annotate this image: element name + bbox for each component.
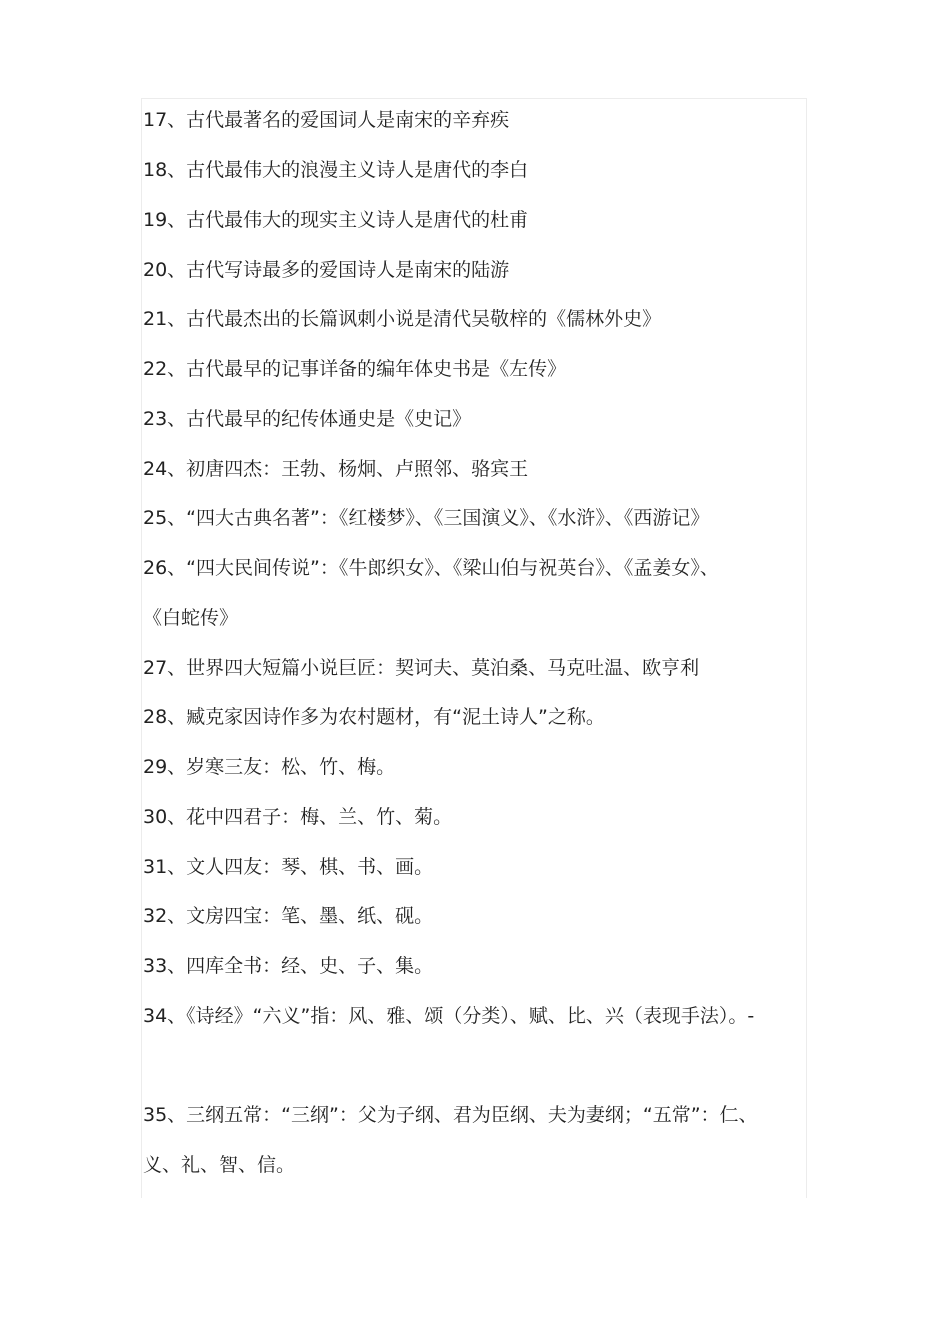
- text-line-22: 22、古代最早的记事详备的编年体史书是《左传》: [143, 358, 567, 380]
- text-line-17: 17、古代最著名的爱国词人是南宋的辛弃疾: [143, 109, 510, 131]
- text-line-26: 26、“四大民间传说”：《牛郎织女》、《梁山伯与祝英台》、《孟姜女》、: [143, 557, 719, 579]
- text-line-35: 35、三纲五常：“三纲”：父为子纲、君为臣纲、夫为妻纲；“五常”：仁、: [143, 1104, 758, 1126]
- text-line-27: 27、世界四大短篇小说巨匠：契诃夫、莫泊桑、马克吐温、欧亨利: [143, 657, 700, 679]
- text-line-20: 20、古代写诗最多的爱国诗人是南宋的陆游: [143, 259, 510, 281]
- text-line-31: 31、文人四友：琴、棋、书、画。: [143, 856, 434, 878]
- text-line-24: 24、初唐四杰：王勃、杨炯、卢照邻、骆宾王: [143, 458, 529, 480]
- text-line-33: 33、四库全书：经、史、子、集。: [143, 955, 434, 977]
- text-line-18: 18、古代最伟大的浪漫主义诗人是唐代的李白: [143, 159, 529, 181]
- text-line-35-cont: 义、礼、智、信。: [143, 1154, 296, 1176]
- text-line-34: 34、《诗经》“六义”指：风、雅、颂（分类）、赋、比、兴（表现手法）。-: [143, 1005, 755, 1027]
- text-line-32: 32、文房四宝：笔、墨、纸、砚。: [143, 905, 434, 927]
- text-line-21: 21、古代最杰出的长篇讽刺小说是清代吴敬梓的《儒林外史》: [143, 308, 662, 330]
- text-line-26-cont: 《白蛇传》: [143, 607, 239, 629]
- text-line-23: 23、古代最早的纪传体通史是《史记》: [143, 408, 472, 430]
- text-line-19: 19、古代最伟大的现实主义诗人是唐代的杜甫: [143, 209, 529, 231]
- text-line-25: 25、“四大古典名著”：《红楼梦》、《三国演义》、《水浒》、《西游记》: [143, 507, 710, 529]
- text-line-28: 28、臧克家因诗作多为农村题材，有“泥土诗人”之称。: [143, 706, 605, 728]
- text-line-30: 30、花中四君子：梅、兰、竹、菊。: [143, 806, 453, 828]
- text-line-29: 29、岁寒三友：松、竹、梅。: [143, 756, 396, 778]
